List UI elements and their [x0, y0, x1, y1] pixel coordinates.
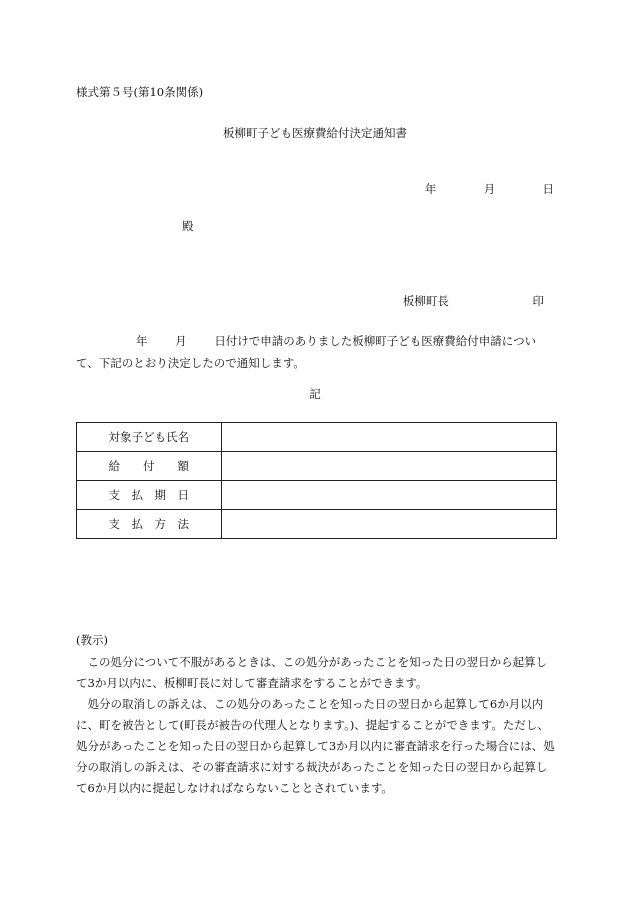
table-row [77, 452, 557, 481]
row-value-child-name[interactable] [221, 423, 557, 452]
info-table [76, 422, 557, 539]
row-label-payment-method: 支 払 方 法 [77, 510, 222, 539]
date-line [425, 181, 554, 197]
row-label-amount: 給 付 額 [77, 452, 222, 481]
table-row [77, 481, 557, 510]
addressee-suffix: 殿 [182, 219, 194, 233]
seal-mark: 印 [532, 294, 544, 308]
table-row [77, 510, 557, 539]
form-number: 様式第５号(第10条関係) [76, 85, 204, 99]
notice-paragraph: この処分について不服があるときは、この処分があったことを知った日の翌日から起算して3か月以内に、板柳町長に対して審査請求をすることができます。 [76, 655, 548, 690]
row-value-amount[interactable] [221, 452, 557, 481]
row-value-payment-date[interactable] [221, 481, 557, 510]
body-year-label: 年 [136, 334, 148, 348]
issuer-line [403, 293, 544, 309]
notice-heading: (教示) [76, 633, 108, 647]
body-text: 日付けで申請のありました板柳町子ども医療費給付申請について、下記のとおり決定したので通知します。 [76, 334, 537, 370]
document-title: 板柳町子ども医療費給付決定通知書 [223, 126, 407, 140]
row-label-child-name: 対象子ども氏名 [77, 423, 222, 452]
notice-paragraph: 処分の取消しの訴えは、この処分のあったことを知った日の翌日から起算して6か月以内に、町を被告として(町長が被告の代理人となります。)、提起することができます。ただし、処分があったことを知った日の翌日から起算して3か月以内に審査請求を行った場合には、処分の取消しの訴えは、その審査請求に対する裁決があったことを知った日の翌日から起算して6か月以内に提起しなければならないこととされています。 [76, 697, 555, 795]
row-label-payment-date: 支 払 期 日 [77, 481, 222, 510]
body-month-label: 月 [175, 334, 187, 348]
date-month-label: 月 [483, 182, 496, 196]
notice-body [76, 652, 558, 799]
issuer-name: 板柳町長 [402, 294, 449, 308]
table-row [77, 423, 557, 452]
ki-heading: 記 [309, 387, 321, 401]
row-value-payment-method[interactable] [221, 510, 557, 539]
body-paragraph [76, 330, 558, 374]
date-year-label: 年 [424, 182, 437, 196]
date-day-label: 日 [542, 182, 554, 196]
